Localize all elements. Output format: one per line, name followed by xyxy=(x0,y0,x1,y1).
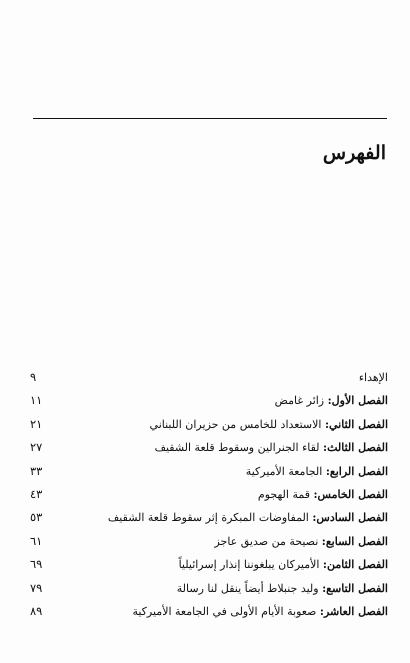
toc-page-number: ٦١ xyxy=(30,533,43,548)
toc-page-number: ٢١ xyxy=(30,416,43,431)
toc-entry-text: الفصل الثامن: الأميركان يبلغوننا إنذار إسرائيلياً xyxy=(178,558,388,572)
toc-page-number: ٢٧ xyxy=(30,440,43,455)
toc-entry-text: الفصل الرابع: الجامعة الأميركية xyxy=(245,464,388,478)
toc-entry-chapter-1 xyxy=(30,389,388,412)
toc-entry-chapter-3 xyxy=(30,436,388,459)
toc-page-number: ٩ xyxy=(30,370,37,384)
toc-entry-chapter-8 xyxy=(30,553,388,576)
toc-page-number: ٣٣ xyxy=(30,463,43,478)
toc-page-number: ٧٩ xyxy=(30,580,43,595)
toc-entry-text: الفصل السادس: المفاوضات المبكرة إثر سقوط قلعة الشقيف xyxy=(107,511,388,525)
toc-entry-chapter-7 xyxy=(30,530,388,553)
toc-page-number: ٥٣ xyxy=(30,510,43,525)
toc-entry-chapter-4 xyxy=(30,460,388,483)
toc-entry-chapter-2 xyxy=(30,413,388,436)
toc-page-number: ١١ xyxy=(30,393,43,408)
toc-entry-text: الفصل السابع: نصيحة من صديق عاجز xyxy=(214,534,388,548)
toc-page-number: ٨٩ xyxy=(30,603,43,618)
toc-entry-text: الفصل الخامس: قمة الهجوم xyxy=(257,487,388,501)
toc-entry-chapter-6 xyxy=(30,506,388,529)
toc-entry-chapter-10 xyxy=(30,600,388,623)
toc-entry-chapter-9 xyxy=(30,577,388,600)
toc-entry-dedication xyxy=(30,366,388,389)
toc-entry-text: الفصل العاشر: صعوبة الأيام الأولى في الجامعة الأميركية xyxy=(132,604,388,618)
toc-entry-chapter-5 xyxy=(30,483,388,506)
toc-entry-text: الإهداء xyxy=(358,371,388,384)
toc-entry-text: الفصل الثالث: لقاء الجنرالين وسقوط قلعة الشقيف xyxy=(154,441,388,455)
toc-page-number: ٦٩ xyxy=(30,557,43,572)
toc-entry-text: الفصل الثاني: الاستعداد للخامس من حزيران اللبناني xyxy=(149,417,388,431)
toc-entry-text: الفصل التاسع: وليد جنبلاط أيضاً ينقل لنا رسالة xyxy=(176,581,388,595)
toc-page-number: ٤٣ xyxy=(30,486,43,501)
toc-entry-text: الفصل الأول: زائر غامض xyxy=(274,394,388,408)
top-rule xyxy=(33,118,387,119)
page-title: الفهرس xyxy=(322,142,386,164)
table-of-contents xyxy=(30,366,388,623)
